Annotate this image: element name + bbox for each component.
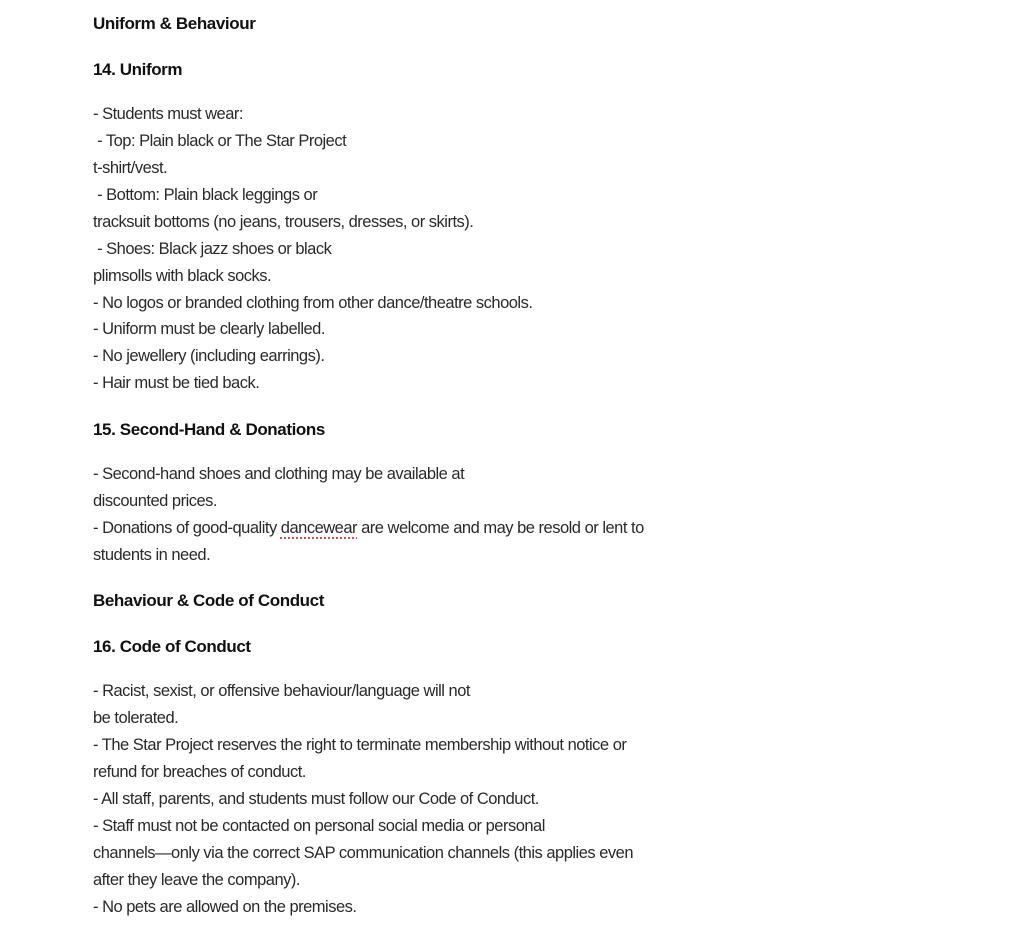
text-line: - Bottom: Plain black leggings or: [93, 186, 318, 204]
text-line: after they leave the company).: [93, 871, 300, 889]
text-line: t-shirt/vest.: [93, 159, 168, 177]
text-line: - No pets are allowed on the premises.: [93, 898, 357, 916]
text-line: - Top: Plain black or The Star Project: [93, 132, 347, 150]
text-segment: - Donations of good-quality: [93, 519, 281, 537]
heading-15-second-hand: 15. Second-Hand & Donations: [93, 420, 325, 439]
misspelled-word[interactable]: dancewear: [280, 519, 358, 537]
heading-14-uniform: 14. Uniform: [93, 60, 183, 79]
text-segment: are welcome and may be resold or lent to: [357, 519, 644, 537]
text-line: - Hair must be tied back.: [93, 374, 260, 392]
text-line: - The Star Project reserves the right to terminate membership without notice or: [93, 736, 627, 754]
text-line: - All staff, parents, and students must follow our Code of Conduct.: [93, 790, 539, 808]
text-line: tracksuit bottoms (no jeans, trousers, dresses, or skirts).: [93, 213, 474, 231]
text-line: - Shoes: Black jazz shoes or black: [93, 240, 332, 258]
text-line: refund for breaches of conduct.: [93, 763, 306, 781]
section-title-behaviour-conduct: Behaviour & Code of Conduct: [93, 591, 324, 610]
heading-16-code-of-conduct: 16. Code of Conduct: [93, 637, 251, 656]
text-line: - No jewellery (including earrings).: [93, 347, 325, 365]
text-line: channels—only via the correct SAP communication channels (this applies even: [93, 844, 633, 862]
text-line: discounted prices.: [93, 492, 217, 510]
text-line: - No logos or branded clothing from other dance/theatre schools.: [93, 294, 533, 312]
text-line: be tolerated.: [93, 709, 179, 727]
text-line: - Uniform must be clearly labelled.: [93, 320, 325, 338]
text-line: - Staff must not be contacted on personal social media or personal: [93, 817, 545, 835]
text-line: - Racist, sexist, or offensive behaviour/language will not: [93, 682, 470, 700]
text-line: students in need.: [93, 546, 211, 564]
text-line: [93, 519, 644, 538]
text-line: plimsolls with black socks.: [93, 267, 272, 285]
text-line: - Second-hand shoes and clothing may be available at: [93, 465, 465, 483]
section-title-uniform-behaviour: Uniform & Behaviour: [93, 14, 256, 33]
text-line: - Students must wear:: [93, 105, 243, 123]
